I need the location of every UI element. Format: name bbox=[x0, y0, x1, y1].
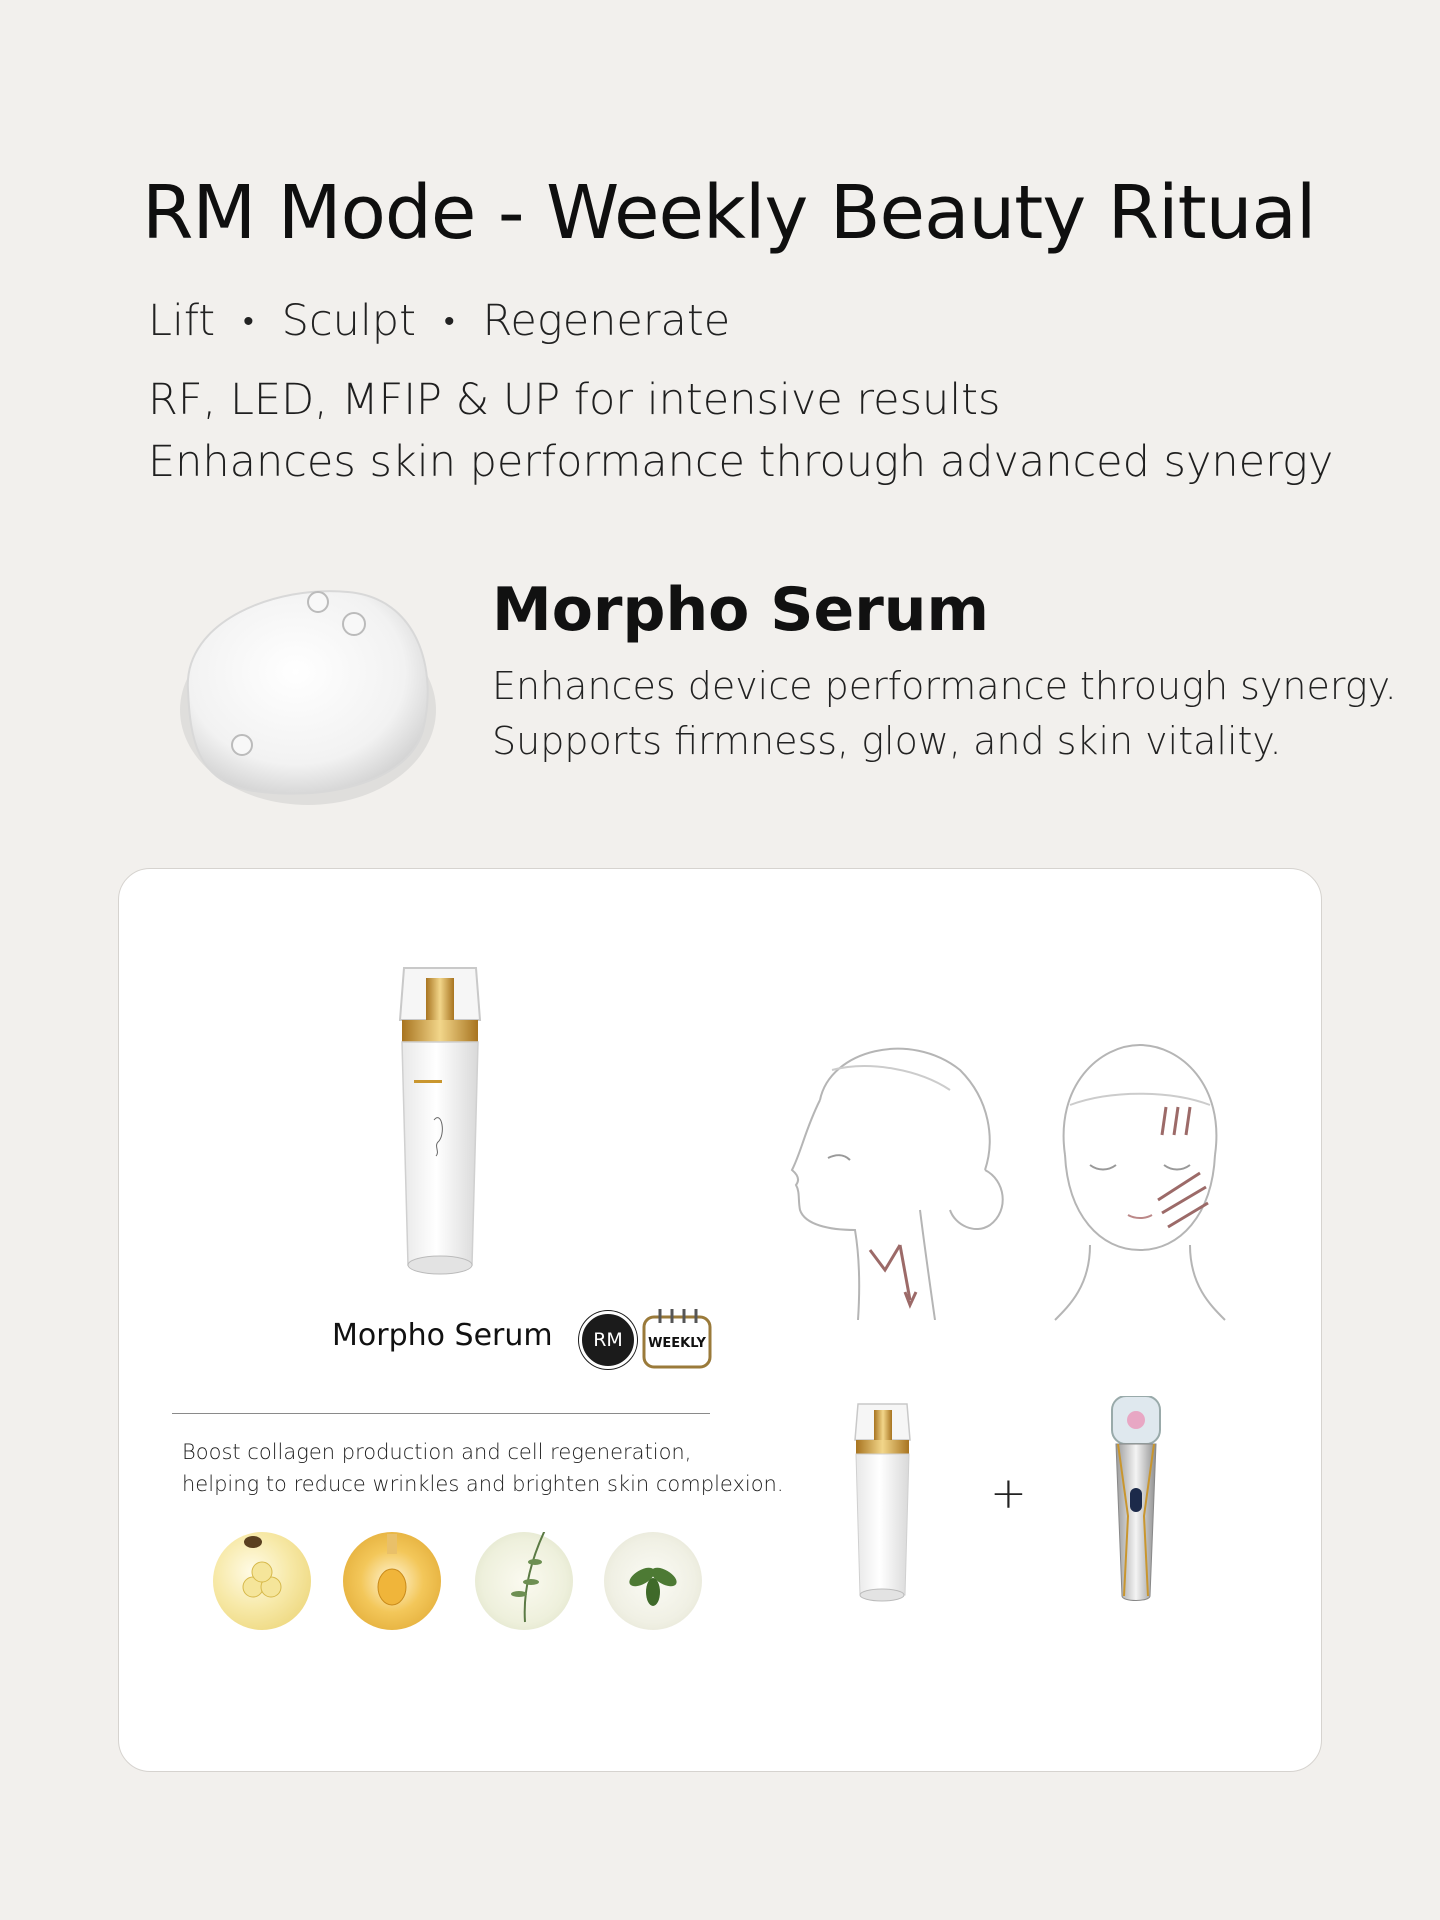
face-profile-illustration bbox=[760, 1030, 1010, 1320]
tagline-regenerate: Regenerate bbox=[482, 296, 731, 346]
serum-description-line: Supports firmness, glow, and skin vitality. bbox=[492, 719, 1282, 763]
serum-description-line: Enhances device performance through synergy. bbox=[492, 664, 1397, 708]
divider bbox=[172, 1413, 710, 1414]
green-leaf-icon bbox=[604, 1532, 702, 1630]
beauty-device-image bbox=[1106, 1396, 1166, 1606]
benefit-line: Boost collagen production and cell regeneration, bbox=[182, 1440, 692, 1464]
honey-bee-icon bbox=[213, 1532, 311, 1630]
rm-mode-badge: RM bbox=[579, 1311, 637, 1369]
serum-drop-image bbox=[168, 580, 443, 815]
serum-heading: Morpho Serum bbox=[492, 575, 990, 645]
serum-bottle-image bbox=[390, 960, 490, 1280]
tagline bbox=[148, 296, 730, 346]
serum-bottle-small-image bbox=[850, 1400, 915, 1605]
benefit-line: helping to reduce wrinkles and brighten skin complexion. bbox=[182, 1472, 784, 1496]
weekly-badge-label: WEEKLY bbox=[648, 1336, 706, 1351]
herb-sprig-icon bbox=[475, 1532, 573, 1630]
tagline-lift: Lift bbox=[148, 296, 216, 346]
tagline-sculpt: Sculpt bbox=[281, 296, 416, 346]
plus-icon: + bbox=[990, 1468, 1027, 1519]
page-title: RM Mode - Weekly Beauty Ritual bbox=[142, 170, 1316, 256]
golden-oil-icon bbox=[343, 1532, 441, 1630]
description-line: Enhances skin performance through advanced synergy bbox=[148, 437, 1334, 487]
tagline-separator: • bbox=[443, 303, 455, 339]
product-name: Morpho Serum bbox=[332, 1318, 553, 1353]
description-line: RF, LED, MFIP & UP for intensive results bbox=[148, 375, 1001, 425]
tagline-separator: • bbox=[243, 303, 254, 339]
face-front-illustration bbox=[1050, 1035, 1230, 1325]
